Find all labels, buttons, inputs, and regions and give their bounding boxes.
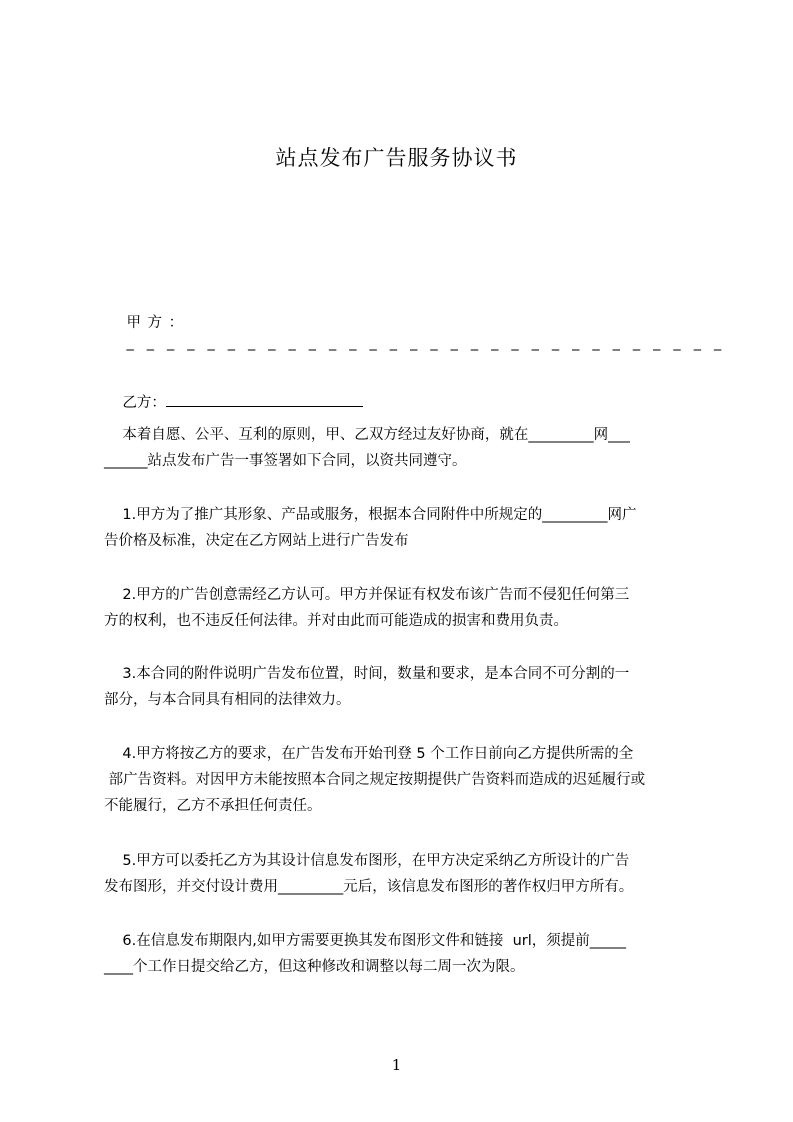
party-a-blank: _ _ _ _ _ _ _ _ _ _ _ _ _ _ _ _ _ _ _ _ _ _ _ _ _ _ _ _ _ _: [126, 335, 726, 351]
paragraph-line: 方的权利，也不违反任何法律。并对由此而可能造成的损害和费用负责。: [104, 613, 568, 629]
clause-3: [104, 661, 704, 713]
paragraph-line: 发布图形，并交付设计费用_________元后，该信息发布图形的著作权归甲方所有。: [104, 879, 634, 895]
paragraph-line: 5.甲方可以委托乙方为其设计信息发布图形，在甲方决定采纳乙方所设计的广告: [104, 853, 630, 869]
paragraph-line: 3.本合同的附件说明广告发布位置，时间，数量和要求，是本合同不可分割的一: [104, 666, 630, 682]
paragraph-line: 告价格及标准，决定在乙方网站上进行广告发布: [104, 533, 409, 549]
paragraph-line: 2.甲方的广告创意需经乙方认可。甲方并保证有权发布该广告而不侵犯任何第三: [104, 587, 630, 603]
party-a-line: [104, 293, 725, 373]
paragraph-line: 1.甲方为了推广其形象、产品或服务，根据本合同附件中所规定的_________网广: [104, 507, 637, 523]
party-b-label: 乙方：: [122, 395, 166, 411]
paragraph-line: ______站点发布广告一事签署如下合同，以资共同遵守。: [104, 453, 467, 469]
paragraph-line: 6.在信息发布期限内,如甲方需要更换其发布图形文件和链接 url，须提前_____: [104, 933, 627, 949]
party-b-blank: [166, 392, 363, 407]
paragraph-line: 不能履行，乙方不承担任何责任。: [104, 798, 322, 814]
paragraph-line: 部广告资料。对因甲方未能按照本合同之规定按期提供广告资料而造成的迟延履行或: [104, 772, 646, 788]
paragraph-line: ____个工作日提交给乙方，但这种修改和调整以每二周一次为限。: [104, 959, 525, 975]
clause-4: [104, 741, 704, 819]
paragraph-line: 4.甲方将按乙方的要求，在广告发布开始刊登 5 个工作日前向乙方提供所需的全: [104, 746, 634, 762]
paragraph-line: 部分，与本合同具有相同的法律效力。: [104, 692, 351, 708]
document-title: 站点发布广告服务协议书: [275, 146, 518, 170]
clause-1: [104, 502, 704, 554]
clause-5: [104, 848, 704, 900]
clause-2: [104, 582, 704, 634]
clause-6: [104, 928, 704, 980]
paragraph-intro: [104, 422, 704, 474]
paragraph-line: 本着自愿、公平、互利的原则，甲、乙双方经过友好协商，就在_________网___: [104, 427, 630, 443]
party-a-label: 甲 方 ：: [126, 315, 185, 331]
page-number: 1: [391, 1056, 402, 1074]
